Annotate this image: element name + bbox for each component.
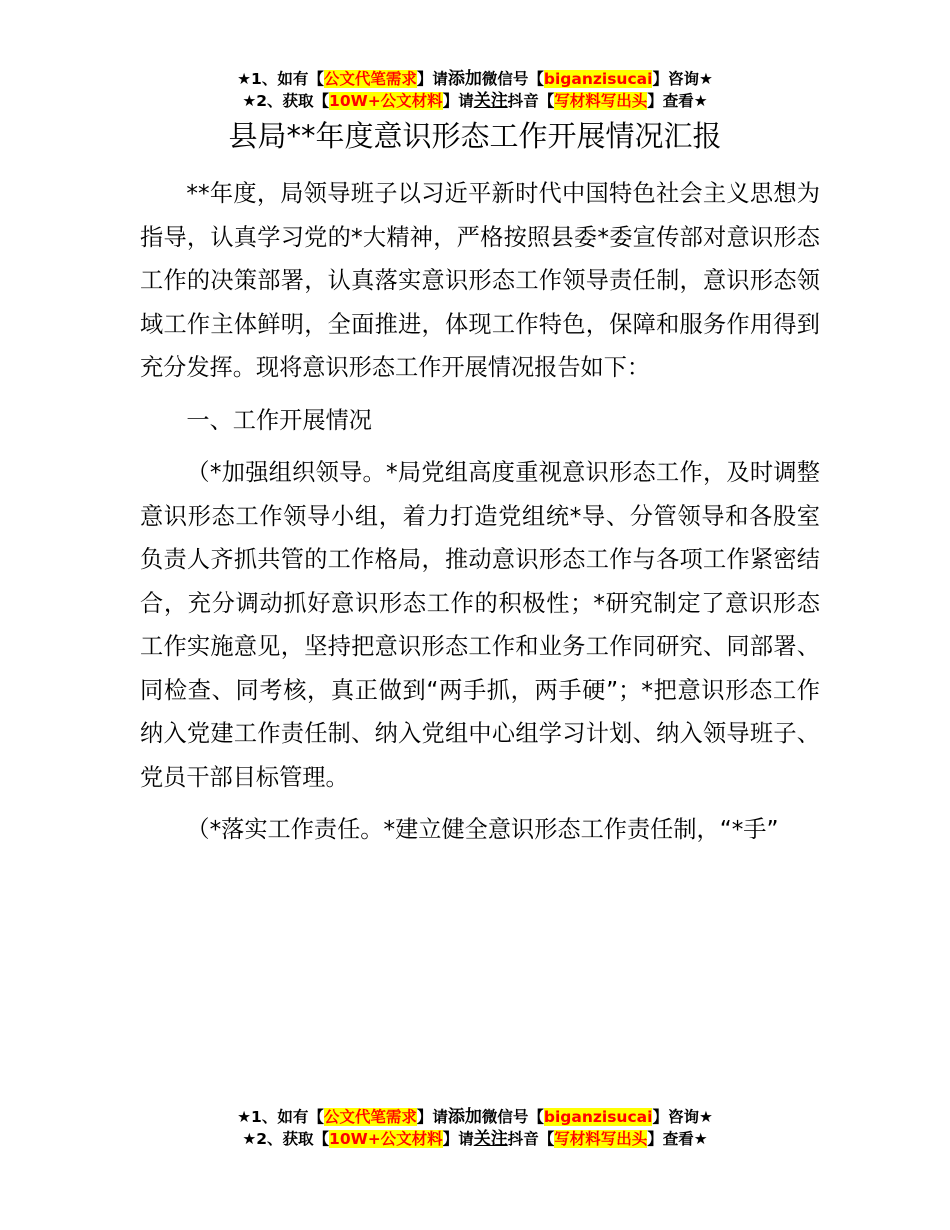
promo-emphasis: 添加 — [447, 69, 482, 89]
promo-wechat-id: biganzisucai — [543, 70, 653, 88]
promo-text: 抖音【 — [507, 1130, 555, 1148]
promo-text: 抖音【 — [507, 92, 555, 110]
promo-text: 】查看★ — [647, 1130, 708, 1148]
promo-wechat-id: biganzisucai — [543, 1108, 653, 1126]
promo-douyin-id: 写材料写出头 — [554, 92, 648, 110]
promo-line-1 — [0, 1106, 950, 1128]
promo-highlight: 公文代笔需求 — [323, 70, 417, 88]
paragraph-responsibility: （*落实工作责任。*建立健全意识形态工作责任制，“*手” — [186, 816, 779, 843]
promo-text: ★2、获取【 — [242, 1130, 330, 1148]
document-body — [140, 172, 820, 861]
promo-text: 】请 — [442, 1130, 474, 1148]
promo-line-2 — [0, 90, 950, 112]
promo-text: 】咨询★ — [652, 70, 713, 88]
promo-highlight: 10W+公文材料 — [329, 92, 443, 110]
promo-text: 】查看★ — [647, 92, 708, 110]
promo-emphasis: 添加 — [447, 1107, 482, 1127]
promo-text: 】请 — [442, 92, 474, 110]
document-title: 县局**年度意识形态工作开展情况汇报 — [228, 119, 722, 153]
promo-text: ★1、如有【 — [237, 1108, 324, 1126]
promo-douyin-id: 写材料写出头 — [554, 1130, 648, 1148]
footer-promo-banner — [0, 1106, 950, 1150]
promo-text: 微信号【 — [481, 70, 544, 88]
promo-highlight: 公文代笔需求 — [323, 1108, 417, 1126]
promo-line-1 — [0, 68, 950, 90]
header-promo-banner — [0, 68, 950, 112]
paragraph-intro: **年度，局领导班子以习近平新时代中国特色社会主义思想为指导，认真学习党的*大精神，严格按照县委*委宣传部对意识形态工作的决策部署，认真落实意识形态工作领导责任制，意识形态领域工作主体鲜明，全面推进，体现工作特色，保障和服务作用得到充分发挥。现将意识形态工作开展情况报告如下： — [140, 180, 820, 381]
promo-highlight: 10W+公文材料 — [329, 1130, 443, 1148]
section-heading: 一、工作开展情况 — [186, 406, 372, 434]
promo-text: ★2、获取【 — [242, 92, 330, 110]
promo-emphasis: 关注 — [473, 1129, 508, 1149]
promo-emphasis: 关注 — [473, 91, 508, 111]
paragraph-organization: （*加强组织领导。*局党组高度重视意识形态工作，及时调整意识形态工作领导小组，着力打造党组统*导、分管领导和各股室负责人齐抓共管的工作格局，推动意识形态工作与各项工作紧密结合，充分调动抓好意识形态工作的积极性；*研究制定了意识形态工作实施意见，坚持把意识形态工作和业务工作同研究、同部署、同检查、同考核，真正做到“两手抓，两手硬”；*把意识形态工作纳入党建工作责任制、纳入党组中心组学习计划、纳入领导班子、党员干部目标管理。 — [140, 459, 820, 791]
promo-text: 】请 — [416, 70, 448, 88]
promo-line-2 — [0, 1128, 950, 1150]
promo-text: 】咨询★ — [652, 1108, 713, 1126]
promo-text: 微信号【 — [481, 1108, 544, 1126]
promo-text: 】请 — [416, 1108, 448, 1126]
promo-text: ★1、如有【 — [237, 70, 324, 88]
